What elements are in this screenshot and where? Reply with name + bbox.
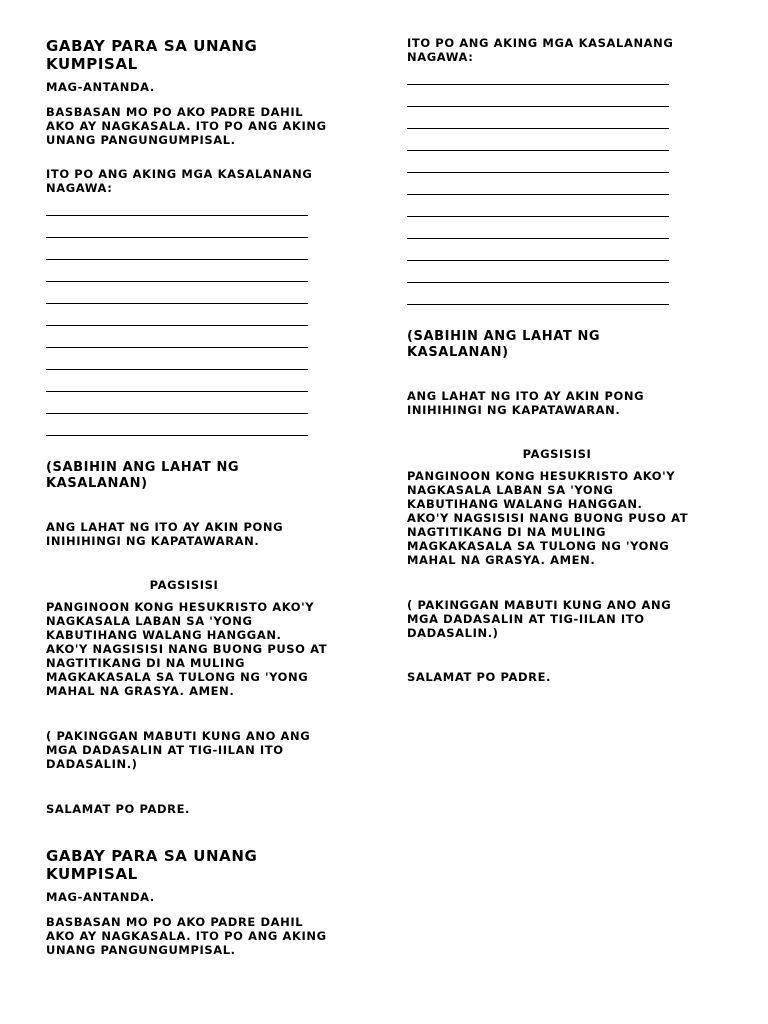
blank-line (46, 237, 308, 238)
blank-line (46, 281, 308, 282)
blank-line (407, 216, 669, 217)
say-all-sins-instruction-right: (SABIHIN ANG LAHAT NG KASALANAN) (407, 329, 601, 360)
sins-heading-right: ITO PO ANG AKING MGA KASALANANG NAGAWA: (407, 36, 674, 64)
forgiveness-text: ANG LAHAT NG ITO AY AKIN PONG INIHIHINGI NG KAPATAWARAN. (46, 520, 284, 548)
sins-heading: ITO PO ANG AKING MGA KASALANANG NAGAWA: (46, 167, 313, 195)
act-of-contrition-text-right: PANGINOON KONG HESUKRISTO AKO'Y NAGKASALA LABAN SA 'YONG KABUTIHANG WALANG HANGGAN. AKO'Y NAGSISISI NANG BUONG PUSO AT NAGTITIKANG DI NA MULING MAGKAKASALA SA TULONG NG 'YONG MAHAL NA GRASYA. AMEN. (407, 469, 689, 567)
thanks-text: SALAMAT PO PADRE. (46, 802, 191, 816)
guide-title: GABAY PARA SA UNANG KUMPISAL (46, 37, 258, 73)
thanks-text-right: SALAMAT PO PADRE. (407, 670, 552, 684)
contrition-title: PAGSISISI (149, 578, 219, 592)
blank-line (407, 150, 669, 151)
blank-line (46, 259, 308, 260)
act-of-contrition-text: PANGINOON KONG HESUKRISTO AKO'Y NAGKASALA LABAN SA 'YONG KABUTIHANG WALANG HANGGAN. AKO'Y NAGSISISI NANG BUONG PUSO AT NAGTITIKANG DI NA MULING MAGKAKASALA SA TULONG NG 'YONG MAHAL NA GRASYA. AMEN. (46, 600, 328, 698)
blessing-text-repeat: BASBASAN MO PO AKO PADRE DAHIL AKO AY NAGKASALA. ITO PO ANG AKING UNANG PANGUNGUMPISAL. (46, 915, 327, 957)
listen-instruction: ( PAKINGGAN MABUTI KUNG ANO ANG MGA DADASALIN AT TIG-IILAN ITO DADASALIN.) (46, 729, 311, 771)
blank-line (407, 128, 669, 129)
blank-line (407, 260, 669, 261)
blank-line (407, 282, 669, 283)
sign-of-cross-text-repeat: MAG-ANTANDA. (46, 890, 155, 904)
blank-line (46, 413, 308, 414)
blank-line (407, 238, 669, 239)
blank-line (407, 84, 669, 85)
guide-title-repeat: GABAY PARA SA UNANG KUMPISAL (46, 847, 258, 883)
sign-of-cross-text: MAG-ANTANDA. (46, 80, 155, 94)
blank-line (407, 106, 669, 107)
blank-line (407, 194, 669, 195)
blank-line (407, 304, 669, 305)
blank-line (46, 347, 308, 348)
blank-line (46, 215, 308, 216)
blank-line (407, 172, 669, 173)
blank-line (46, 303, 308, 304)
forgiveness-text-right: ANG LAHAT NG ITO AY AKIN PONG INIHIHINGI NG KAPATAWARAN. (407, 389, 645, 417)
blank-line (46, 369, 308, 370)
blank-line (46, 391, 308, 392)
blank-line (46, 435, 308, 436)
blank-line (46, 325, 308, 326)
contrition-title-right: PAGSISISI (522, 447, 592, 461)
listen-instruction-right: ( PAKINGGAN MABUTI KUNG ANO ANG MGA DADASALIN AT TIG-IILAN ITO DADASALIN.) (407, 598, 672, 640)
blessing-text: BASBASAN MO PO AKO PADRE DAHIL AKO AY NAGKASALA. ITO PO ANG AKING UNANG PANGUNGUMPISAL. (46, 105, 327, 147)
say-all-sins-instruction: (SABIHIN ANG LAHAT NG KASALANAN) (46, 460, 240, 491)
